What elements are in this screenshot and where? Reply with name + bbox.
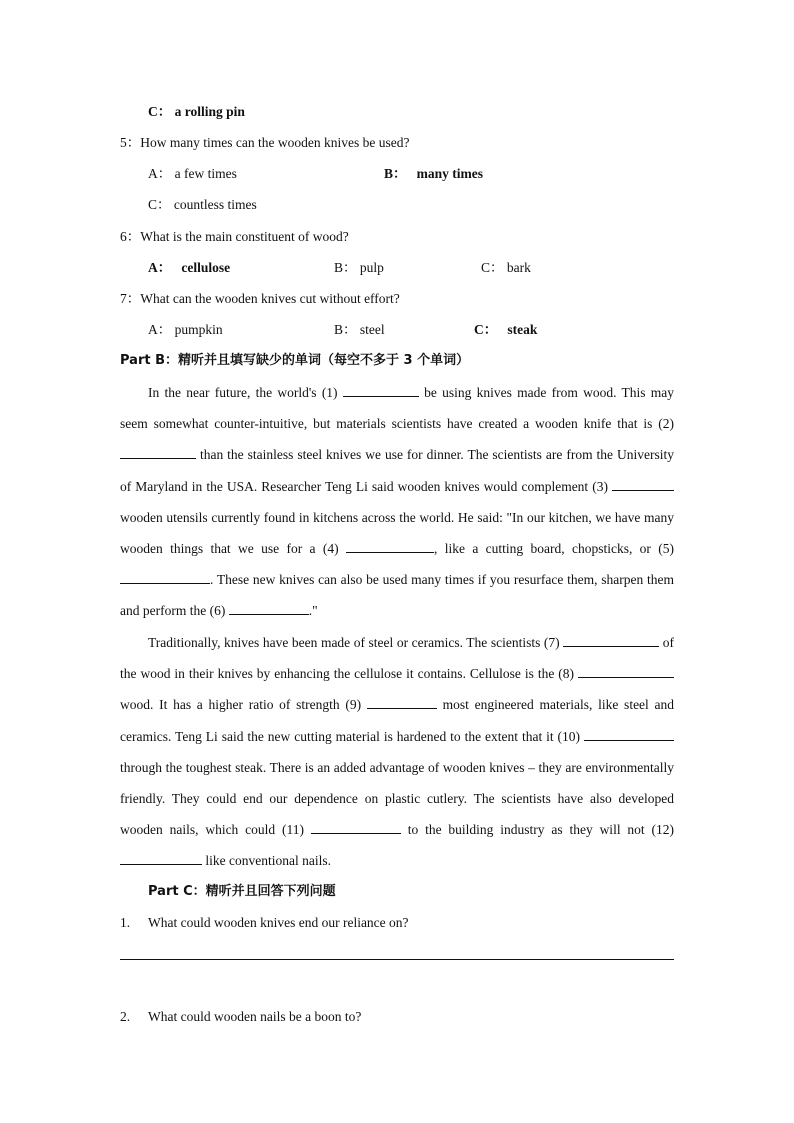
- part-c-q2-text: What could wooden nails be a boon to?: [148, 1009, 362, 1024]
- p2-text-6: to the building industry as they will not (12): [407, 822, 675, 838]
- part-c-q1-text: What could wooden knives end our reliance on?: [148, 915, 409, 930]
- part-b-paragraph-2: [120, 627, 674, 877]
- q7-option-c-text: steak: [507, 322, 538, 337]
- blank-2[interactable]: [120, 445, 196, 459]
- q5-option-b-letter: B：: [384, 166, 407, 181]
- q5-option-c: C： countless times: [148, 197, 257, 212]
- part-b-heading: Part B：精听并且填写缺少的单词（每空不多于 3 个单词）: [120, 353, 470, 368]
- p1-text-2: be using knives made from wood. This may seem somewhat counter-intuitive, but materials scientists have created a wooden knife that is (2): [120, 385, 675, 432]
- q6-option-c: C： bark: [481, 260, 531, 275]
- blank-5[interactable]: [120, 570, 210, 584]
- p1-text-4: wooden utensils currently found in kitchens across the world. He said: "In our kitchen, we have many wooden things that we use for a (4): [120, 509, 674, 557]
- blank-8[interactable]: [578, 664, 674, 678]
- q4-option-c: C： a rolling pin: [148, 104, 245, 119]
- answer-line-1[interactable]: [120, 959, 674, 960]
- p2-text-3: wood. It has a higher ratio of strength (9): [120, 697, 362, 713]
- q6-option-a-letter: A：: [148, 260, 172, 275]
- p2-text-7: like conventional nails.: [205, 853, 331, 869]
- part-c-q1-number: 1.: [120, 915, 131, 930]
- part-b-paragraph-1: [120, 377, 674, 627]
- blank-4[interactable]: [346, 539, 434, 553]
- part-c-q2-number: 2.: [120, 1009, 131, 1024]
- p1-text-1: In the near future, the world's (1): [148, 385, 338, 400]
- p2-text-1: Traditionally, knives have been made of steel or ceramics. The scientists (7): [148, 635, 560, 650]
- blank-9[interactable]: [367, 695, 437, 709]
- p1-text-6: . These new knives can also be used many times if you resurface them, sharpen them and perform the (6): [120, 572, 674, 619]
- q6-option-a-text: cellulose: [181, 260, 231, 275]
- blank-7[interactable]: [563, 633, 659, 647]
- q7-question: 7：What can the wooden knives cut without effort?: [120, 291, 400, 306]
- blank-12[interactable]: [120, 851, 202, 865]
- q7-option-c-letter: C：: [474, 322, 498, 337]
- p2-text-5: through the toughest steak. There is an added advantage of wooden knives – they are environmentally friendly. They could end our dependence on plastic cutlery. The scientists have also developed wooden nails, which could (11): [120, 759, 674, 838]
- q5-option-b-text: many times: [416, 166, 484, 181]
- blank-3[interactable]: [612, 477, 674, 491]
- q7-option-c: [474, 321, 537, 339]
- blank-11[interactable]: [311, 820, 401, 834]
- q6-option-b: B： pulp: [334, 260, 384, 275]
- part-c-heading: Part C：精听并且回答下列问题: [148, 884, 336, 899]
- p1-text-7: .": [308, 603, 318, 619]
- q7-option-a: A： pumpkin: [148, 322, 223, 337]
- p1-text-3: than the stainless steel knives we use for dinner. The scientists are from the University of Maryland in the USA. Researcher Teng Li said wooden knives would complement (3): [120, 447, 675, 494]
- q5-question: 5：How many times can the wooden knives be used?: [120, 135, 410, 150]
- p2-text-2: of the wood in their knives by enhancing the cellulose it contains. Cellulose is the (8): [120, 635, 675, 682]
- q5-option-a: A： a few times: [148, 166, 237, 181]
- blank-10[interactable]: [584, 727, 674, 741]
- q6-question: 6：What is the main constituent of wood?: [120, 229, 349, 244]
- q5-option-b: [384, 165, 483, 183]
- p2-text-4: most engineered materials, like steel and ceramics. Teng Li said the new cutting material is hardened to the extent that it (10): [120, 697, 675, 744]
- q6-option-a: [148, 259, 230, 277]
- p1-text-5: , like a cutting board, chopsticks, or (5): [434, 541, 675, 557]
- q7-option-b: B： steel: [334, 322, 385, 337]
- blank-6[interactable]: [229, 601, 309, 615]
- blank-1[interactable]: [343, 383, 419, 397]
